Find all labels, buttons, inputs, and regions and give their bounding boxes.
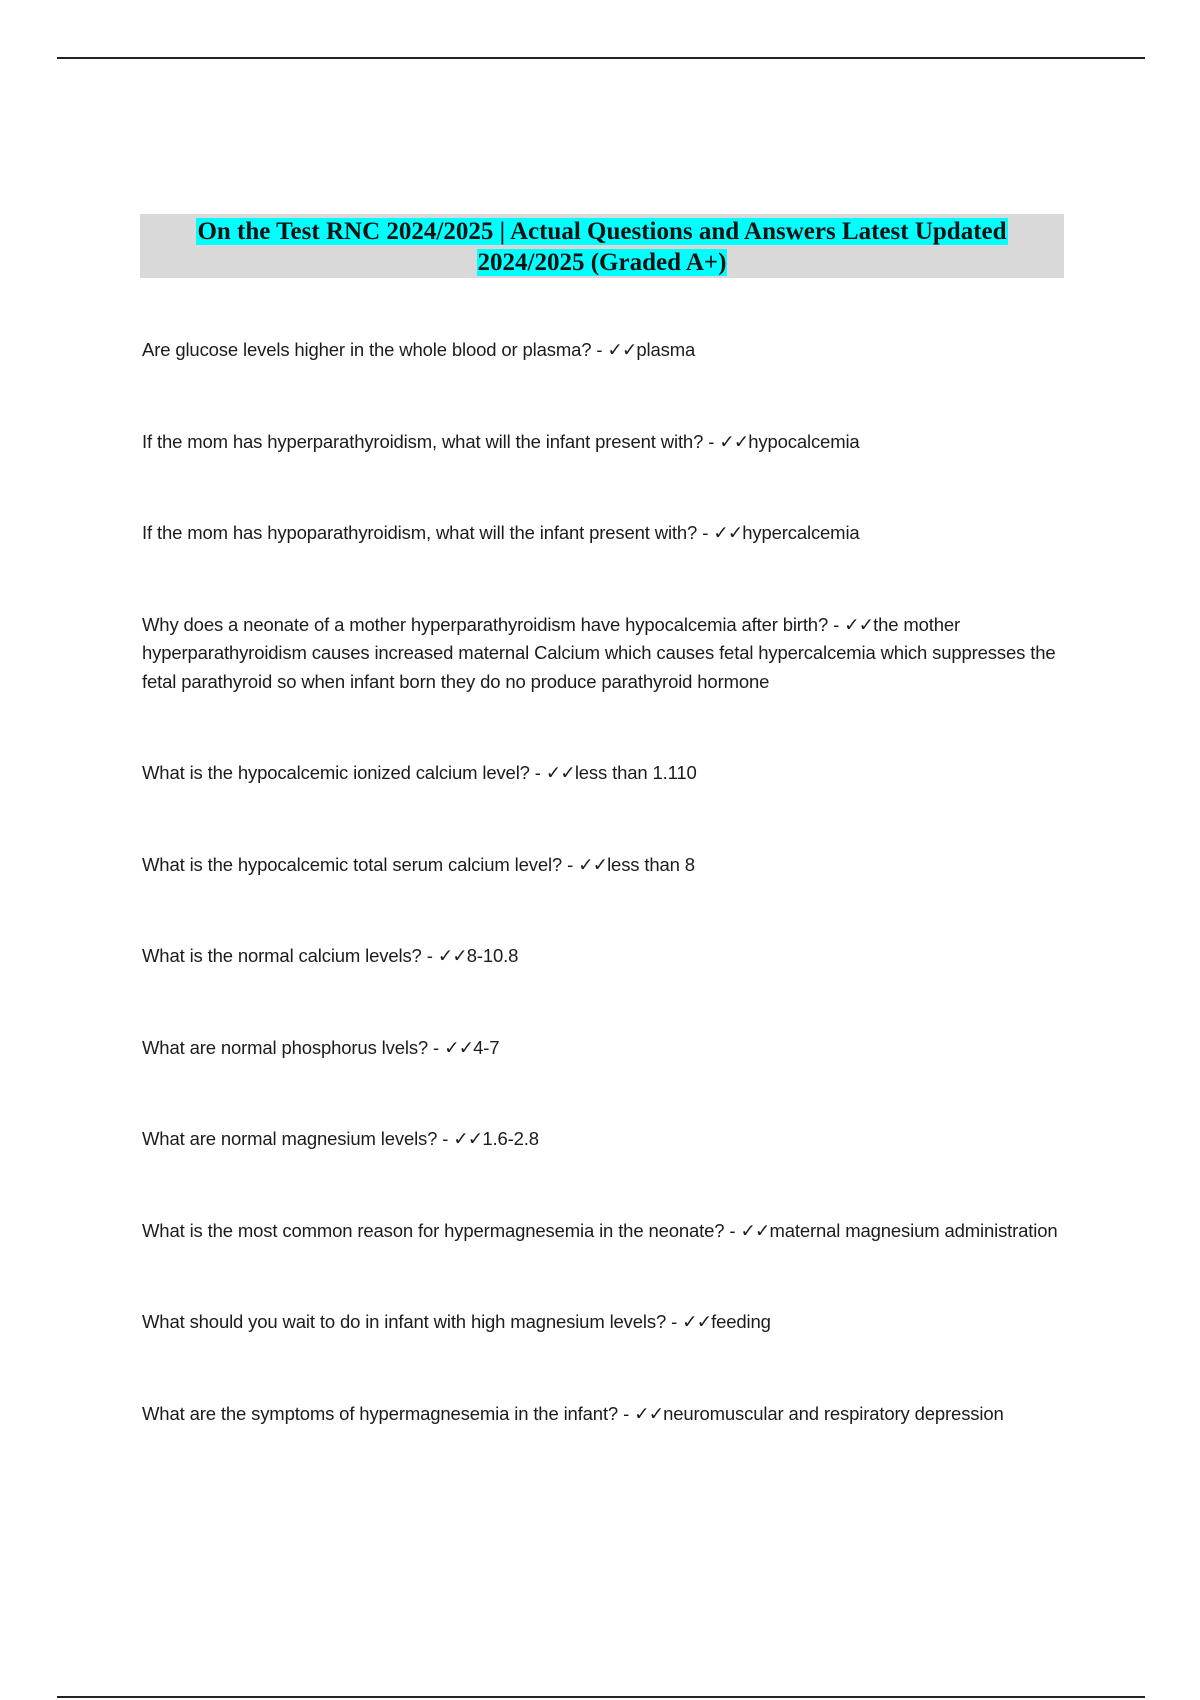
title-line-2: 2024/2025 (Graded A+) [477, 249, 727, 276]
answer-text: hypocalcemia [748, 430, 860, 452]
answer-text: feeding [711, 1311, 771, 1332]
answer-text: less than 8 [607, 853, 695, 875]
answer-text: neuromuscular and respiratory depression [663, 1402, 1004, 1424]
checkmark-icon: ✓✓ [844, 613, 874, 635]
question-text: Why does a neonate of a mother hyperparathyroidism have hypocalcemia after birth? [142, 613, 829, 635]
question-text: What should you wait to do in infant with high magnesium levels? [142, 1311, 667, 1332]
document-title [140, 216, 1064, 278]
question-text: What is the normal calcium levels? [142, 945, 422, 966]
qa-list [142, 336, 1062, 1428]
answer-text: 1.6-2.8 [482, 1128, 539, 1149]
separator: - [529, 762, 546, 783]
answer-text: 8-10.8 [466, 945, 519, 966]
checkmark-icon: ✓✓ [578, 853, 608, 875]
question-text: What is the hypocalcemic ionized calcium level? [142, 762, 530, 783]
checkmark-icon: ✓✓ [682, 1311, 712, 1332]
qa-item [142, 428, 1062, 457]
separator: - [828, 613, 845, 635]
qa-item [142, 1217, 1062, 1246]
qa-item [142, 1400, 1062, 1429]
qa-item [142, 611, 1062, 697]
checkmark-icon: ✓✓ [444, 1036, 474, 1058]
qa-item [142, 1308, 1062, 1337]
answer-text: the mother hyperparathyroidism causes increased maternal Calcium which causes fetal hypercalcemia which suppresses the fetal parathyroid so when infant born they do no produce parathyroid hormone [142, 613, 1056, 692]
top-divider [57, 57, 1145, 59]
checkmark-icon: ✓✓ [437, 945, 467, 966]
qa-item [142, 1034, 1062, 1063]
separator: - [591, 339, 608, 360]
separator: - [697, 522, 714, 543]
qa-item [142, 759, 1062, 788]
qa-item [142, 519, 1062, 548]
answer-text: hypercalcemia [742, 522, 860, 543]
question-text: If the mom has hyperparathyroidism, what will the infant present with? [142, 430, 704, 452]
checkmark-icon: ✓✓ [634, 1402, 664, 1424]
checkmark-icon: ✓✓ [740, 1219, 770, 1241]
separator: - [666, 1311, 683, 1332]
answer-text: plasma [636, 339, 696, 360]
separator: - [421, 945, 438, 966]
answer-text: maternal magnesium administration [769, 1219, 1058, 1241]
question-text: Are glucose levels higher in the whole blood or plasma? [142, 339, 592, 360]
question-text: What is the most common reason for hypermagnesemia in the neonate? [142, 1219, 725, 1241]
answer-text: 4-7 [473, 1036, 500, 1058]
checkmark-icon: ✓✓ [607, 339, 637, 360]
qa-item [142, 1125, 1062, 1154]
separator: - [703, 430, 720, 452]
checkmark-icon: ✓✓ [545, 762, 575, 783]
separator: - [724, 1219, 741, 1241]
question-text: What is the hypocalcemic total serum calcium level? [142, 853, 563, 875]
question-text: If the mom has hypoparathyroidism, what will the infant present with? [142, 522, 698, 543]
title-line-1: On the Test RNC 2024/2025 | Actual Questions and Answers Latest Updated [197, 218, 1007, 245]
checkmark-icon: ✓✓ [713, 522, 743, 543]
question-text: What are normal phosphorus lvels? [142, 1036, 429, 1058]
question-text: What are normal magnesium levels? [142, 1128, 438, 1149]
separator: - [437, 1128, 454, 1149]
qa-item [142, 851, 1062, 880]
qa-item [142, 942, 1062, 971]
question-text: What are the symptoms of hypermagnesemia in the infant? [142, 1402, 619, 1424]
separator: - [618, 1402, 635, 1424]
qa-item [142, 336, 1062, 365]
answer-text: less than 1.110 [574, 762, 697, 783]
checkmark-icon: ✓✓ [719, 430, 749, 452]
bottom-divider [57, 1696, 1145, 1698]
checkmark-icon: ✓✓ [453, 1128, 483, 1149]
separator: - [428, 1036, 445, 1058]
separator: - [562, 853, 579, 875]
